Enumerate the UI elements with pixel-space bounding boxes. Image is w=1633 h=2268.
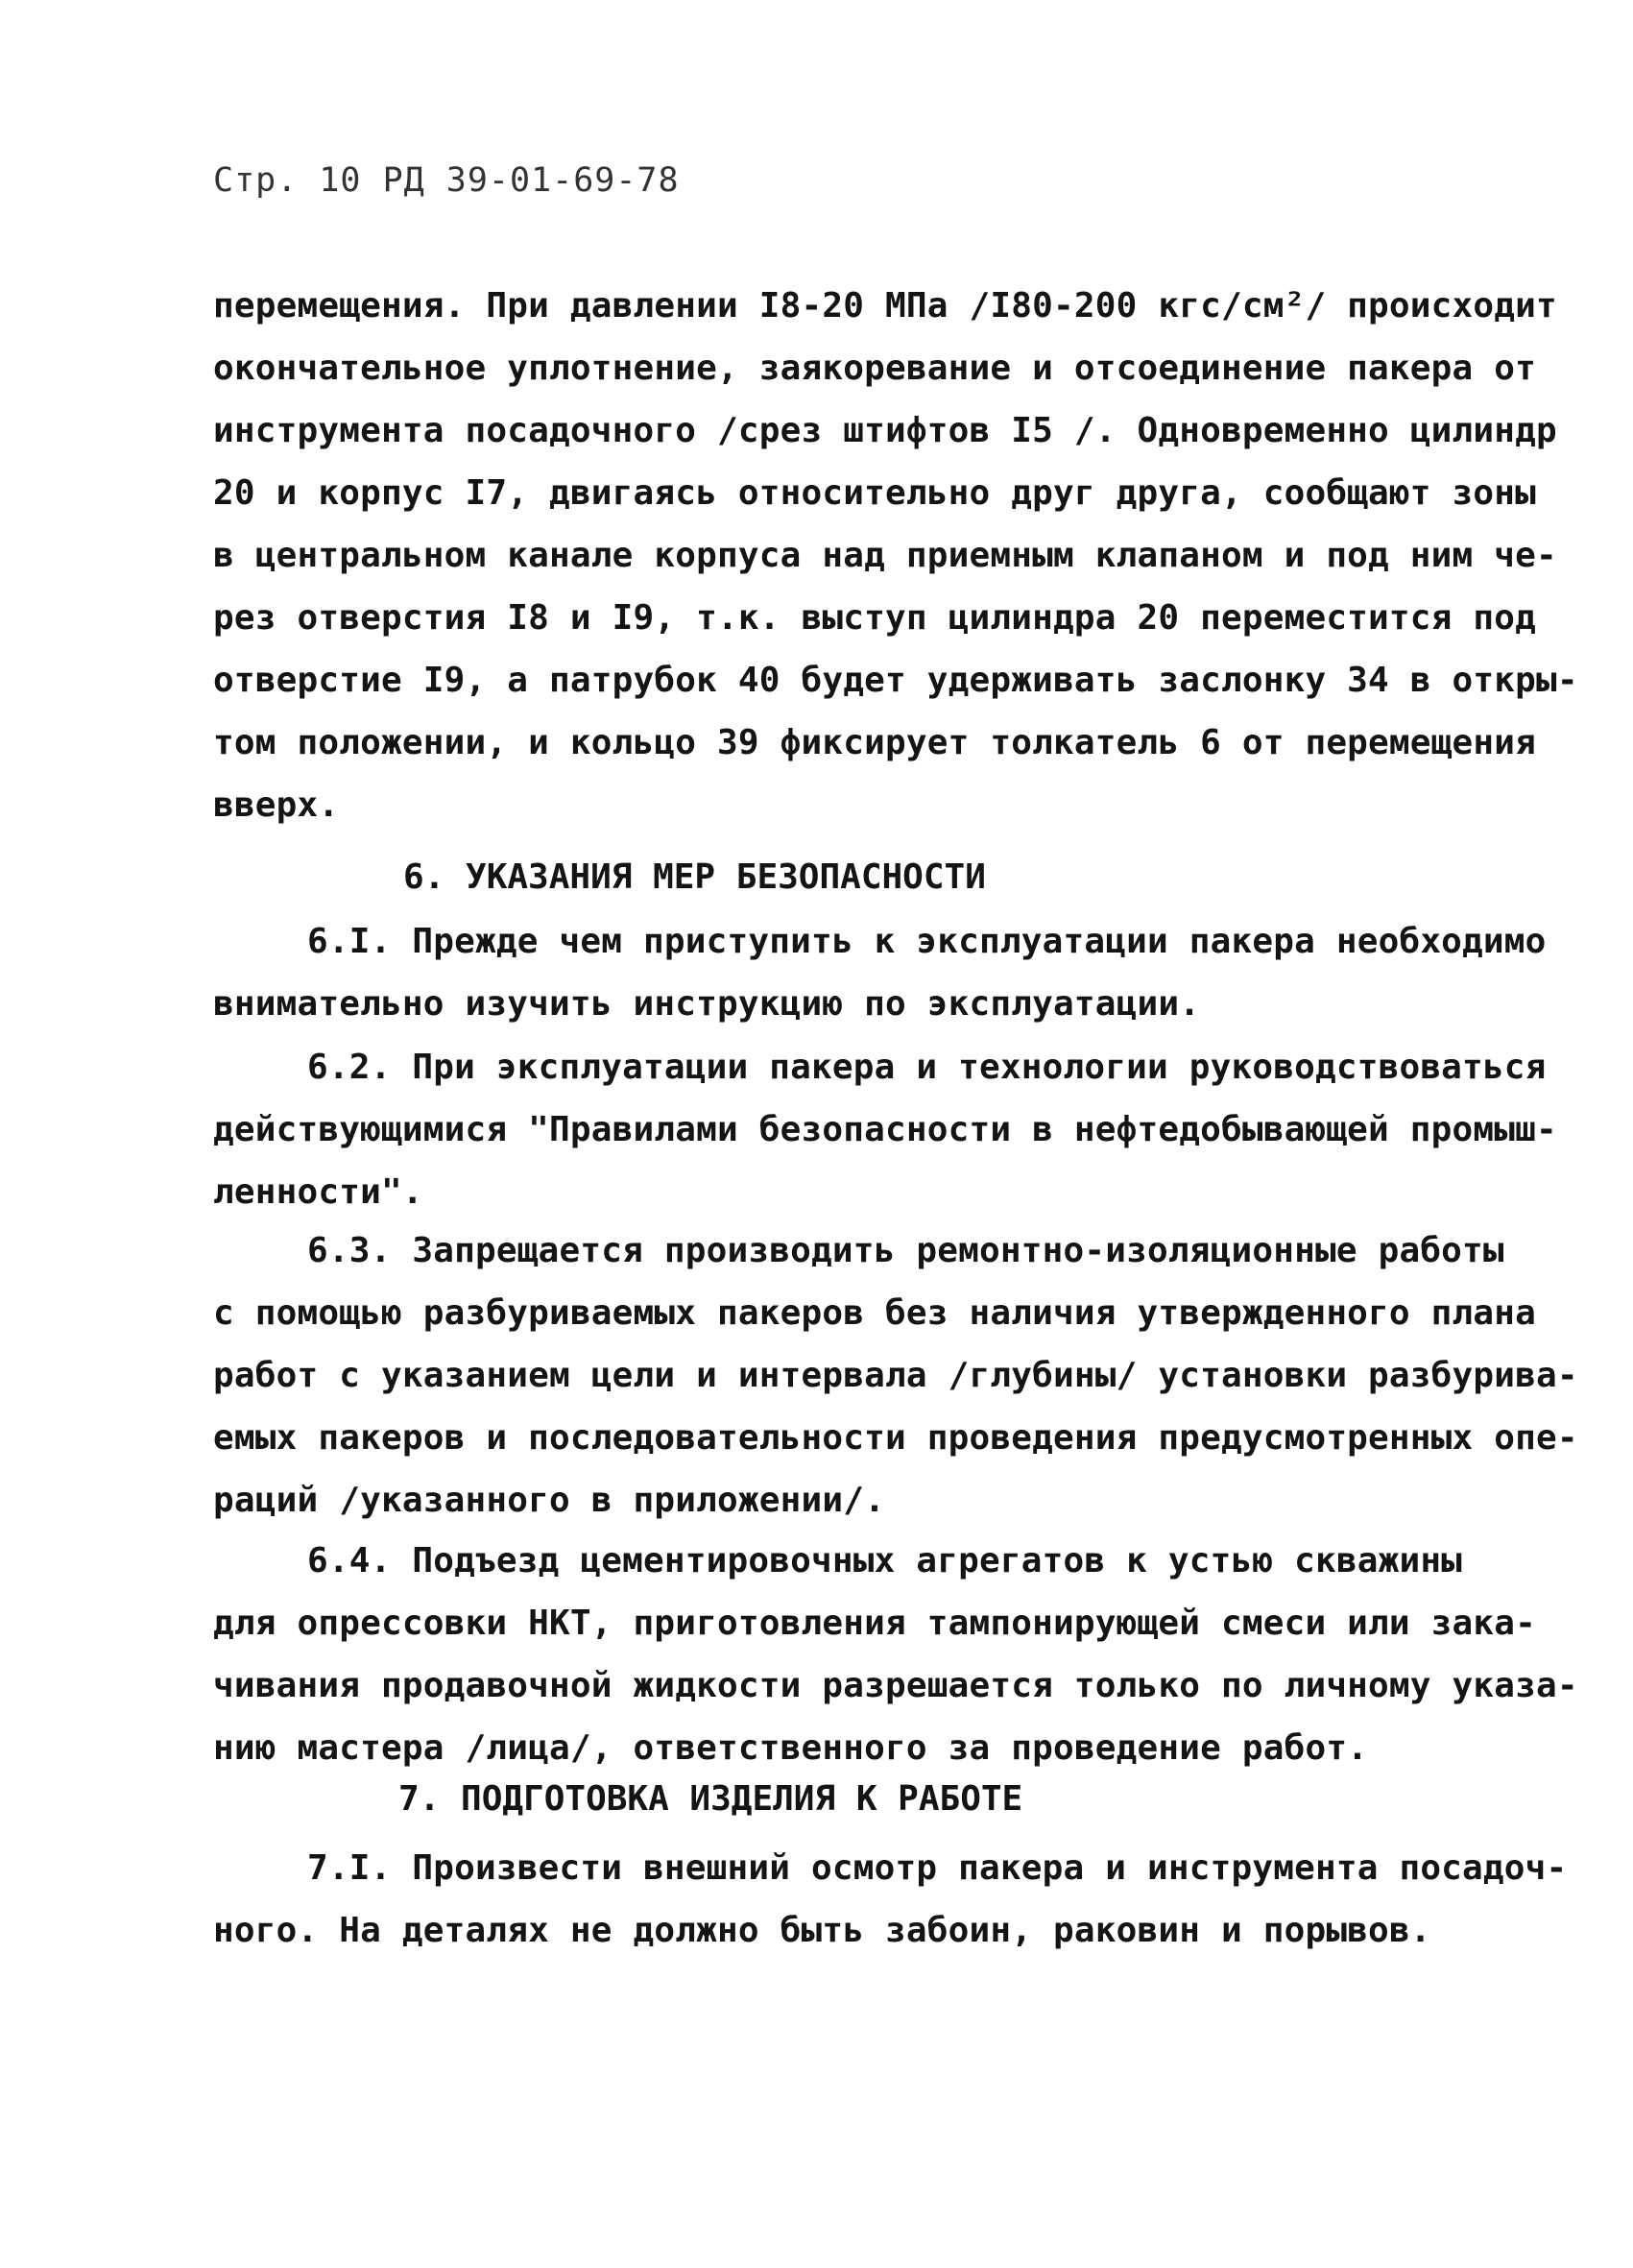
text-line: вверх. [213,785,340,825]
page-header: Стр. 10 РД 39-01-69-78 [213,161,680,200]
text-line: 6.4. Подъезд цементировочных агрегатов к устью скважины [307,1541,1463,1580]
text-line: раций /указанного в приложении/. [213,1481,885,1520]
text-line: ного. На деталях не должно быть забоин, раковин и порывов. [213,1911,1431,1950]
section-heading-preparation: 7. ПОДГОТОВКА ИЗДЕЛИЯ К РАБОТЕ [398,1779,1023,1819]
text-line: окончательное уплотнение, заякоревание и отсоединение пакера от [213,349,1537,388]
text-line: инструмента посадочного /срез штифтов I5 /. Одновременно цилиндр [213,411,1557,450]
text-line: 6.2. При эксплуатации пакера и технологии руководствоваться [307,1048,1547,1087]
text-line: действующимися "Правилами безопасности в нефтедобывающей промыш- [213,1110,1557,1149]
text-line: емых пакеров и последовательности проведения предусмотренных опе- [213,1418,1578,1458]
text-line: работ с указанием цели и интервала /глубины/ установки разбурива- [213,1356,1578,1395]
text-line: для опрессовки НКТ, приготовления тампонирующей смеси или зака- [213,1604,1537,1643]
text-line: 7.I. Произвести внешний осмотр пакера и инструмента посадоч- [307,1848,1568,1888]
text-line: с помощью разбуриваемых пакеров без наличия утвержденного плана [213,1293,1537,1333]
text-line: отверстие I9, а патрубок 40 будет удерживать заслонку 34 в откры- [213,661,1578,700]
text-line: том положении, и кольцо 39 фиксирует толкатель 6 от перемещения [213,723,1537,762]
text-line: чивания продавочной жидкости разрешается только по личному указа- [213,1666,1578,1705]
text-line: нию мастера /лица/, ответственного за проведение работ. [213,1728,1369,1768]
section-heading-safety: 6. УКАЗАНИЯ МЕР БЕЗОПАСНОСТИ [403,857,986,897]
text-line: 20 и корпус I7, двигаясь относительно друг друга, сообщают зоны [213,473,1537,513]
text-line: перемещения. При давлении I8-20 МПа /I80-200 кгс/см²/ происходит [213,286,1557,326]
text-line: 6.3. Запрещается производить ремонтно-изоляционные работы [307,1231,1504,1270]
text-line: рез отверстия I8 и I9, т.к. выступ цилиндра 20 переместится под [213,598,1537,638]
text-line: 6.I. Прежде чем приступить к эксплуатации пакера необходимо [307,922,1547,961]
text-line: внимательно изучить инструкцию по эксплуатации. [213,984,1201,1024]
text-line: в центральном канале корпуса над приемным клапаном и под ним че- [213,536,1557,575]
text-line: ленности". [213,1172,423,1212]
